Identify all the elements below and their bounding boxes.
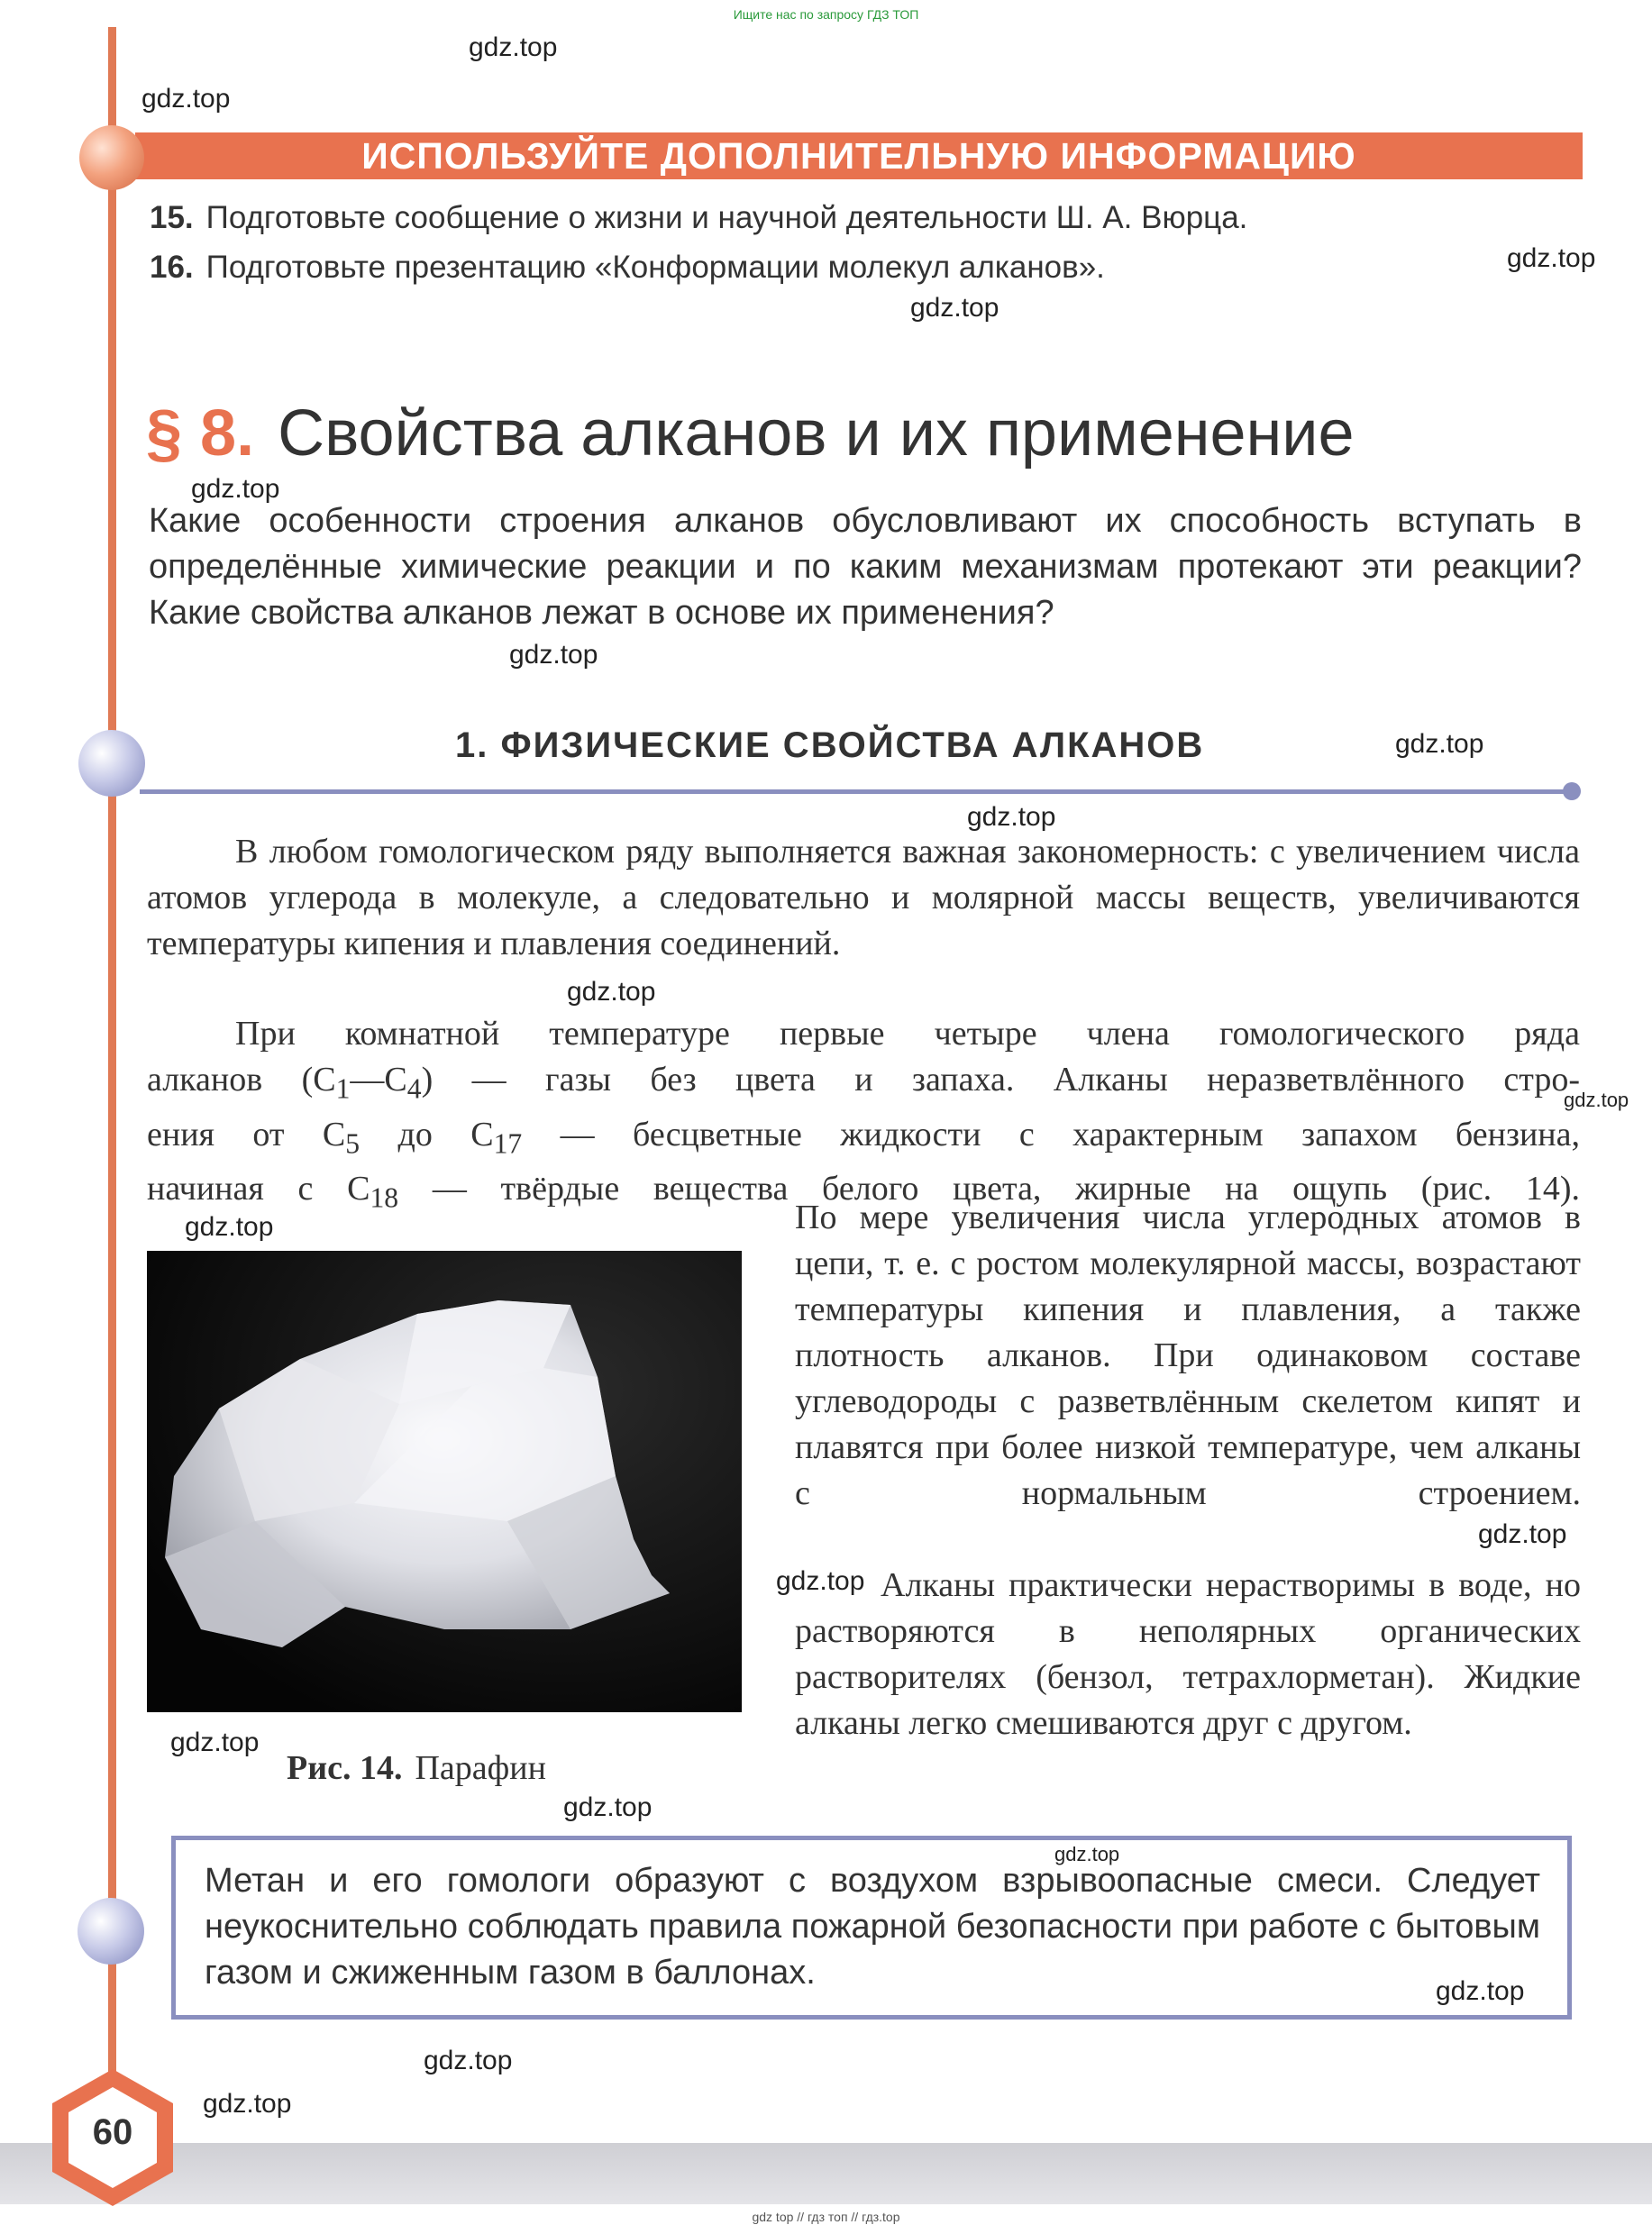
- watermark-text: gdz.top: [967, 802, 1056, 832]
- task-number: 15.: [150, 200, 194, 235]
- watermark-text: gdz.top: [1478, 1519, 1567, 1549]
- paragraph-number: § 8.: [146, 397, 255, 470]
- watermark-text: gdz.top: [424, 2046, 513, 2075]
- watermark-text: gdz.top: [185, 1212, 274, 1242]
- orange-bullet-icon: [79, 125, 144, 190]
- watermark-text: gdz.top: [776, 1566, 865, 1596]
- watermark-text: gdz.top: [509, 640, 598, 670]
- page-number-badge: [47, 2065, 178, 2210]
- task-item: [150, 200, 1247, 236]
- p2-line-4: начиная с $C_{18}$ — твёрдые вещества белого цвета, жирные на ощупь (рис. 14).: [147, 1170, 1580, 1214]
- watermark-text: gdz.top: [1395, 729, 1484, 759]
- watermark-text: gdz.top: [191, 474, 280, 504]
- watermark-text: gdz.top: [469, 32, 558, 62]
- task-text: Подготовьте сообщение о жизни и научной деятельности Ш. А. Вюрца.: [205, 200, 1248, 235]
- watermark-text: gdz.top: [203, 2089, 292, 2119]
- section-title: 1. ФИЗИЧЕСКИЕ СВОЙСТВА АЛКАНОВ: [455, 725, 1205, 765]
- watermark-text: gdz.top: [910, 293, 999, 323]
- section-rule: [140, 789, 1573, 794]
- bottom-band: [0, 2143, 1652, 2204]
- watermark-text: gdz.top: [1564, 1089, 1629, 1111]
- p2-line-2: алканов $(C_1—C_4)$ — газы без цвета и запаха. Алканы неразветвлённого стро-: [147, 1061, 1580, 1105]
- watermark-text: gdz.top: [563, 1792, 653, 1822]
- body-paragraph-4: Алканы практически нерастворимы в воде, но растворяются в неполярных органических растворителях (бензол, тетрахлорметан). Жидкие алканы легко смешиваются друг с другом.: [795, 1566, 1581, 1742]
- p2-line-1: При комнатной температуре первые четыре члена гомологического ряда: [235, 1015, 1580, 1053]
- blue-bullet-icon: [78, 1898, 144, 1965]
- body-paragraph-3: По мере увеличения числа углеродных атомов в цепи, т. е. с ростом молекулярной массы, возрастают температуры кипения и плавления, а также плотность алканов. При одинаковом составе углеводороды с разветвлённым скелетом кипят и плавятся при более низкой температуре, чем алканы с нормальным строением.: [795, 1199, 1581, 1512]
- watermark-text: gdz.top: [1054, 1843, 1120, 1865]
- figure-label: Рис. 14.: [287, 1749, 403, 1787]
- task-number: 16.: [150, 250, 194, 285]
- figure-caption-text: Парафин: [415, 1749, 546, 1787]
- watermark-text: gdz.top: [1507, 243, 1596, 273]
- paragraph-title: Свойства алканов и их применение: [278, 397, 1355, 470]
- figure-caption: [287, 1748, 546, 1788]
- margin-rail: [108, 27, 116, 2127]
- watermark-text: gdz.top: [1436, 1976, 1525, 2006]
- watermark-top: Ищите нас по запросу ГДЗ ТОП: [733, 7, 919, 22]
- paraffin-photo: [147, 1251, 742, 1712]
- watermark-bottom: gdz top // гдз топ // гдз.top: [752, 2210, 900, 2224]
- safety-warning-box: Метан и его гомологи образуют с воздухом взрывоопасные смеси. Следует неукоснительно соблюдать правила пожарной безопасности при работе с бытовым газом и сжиженным газом в баллонах.: [171, 1836, 1572, 2020]
- paragraph-heading: [146, 397, 1355, 470]
- task-item: [150, 250, 1105, 286]
- rule-end-dot: [1563, 782, 1581, 800]
- watermark-text: gdz.top: [141, 84, 231, 114]
- body-paragraph-2: [147, 1011, 1580, 1221]
- body-paragraph-1: В любом гомологическом ряду выполняется важная закономерность: с увеличением числа атомов углерода в молекуле, а следовательно и молярной массы веществ, увеличиваются температуры кипения и плавления соединений.: [147, 833, 1580, 962]
- task-text: Подготовьте презентацию «Конформации молекул алканов».: [205, 250, 1105, 285]
- page-number: 60: [92, 2112, 133, 2152]
- info-header-band: [135, 132, 1583, 179]
- paraffin-image: [147, 1251, 742, 1712]
- p2-line-3: ения от $C_5$ до $C_{17}$ — бесцветные жидкости с характерным запахом бензина,: [147, 1115, 1581, 1160]
- watermark-text: gdz.top: [170, 1728, 260, 1757]
- info-header-title: ИСПОЛЬЗУЙТЕ ДОПОЛНИТЕЛЬНУЮ ИНФОРМАЦИЮ: [361, 135, 1356, 177]
- intro-questions: Какие особенности строения алканов обусловливают их способность вступать в определённые химические реакции и по каким механизмам протекают эти реакции? Какие свойства алканов лежат в основе их применения?: [149, 502, 1582, 632]
- blue-bullet-icon: [78, 730, 145, 797]
- watermark-text: gdz.top: [567, 977, 656, 1007]
